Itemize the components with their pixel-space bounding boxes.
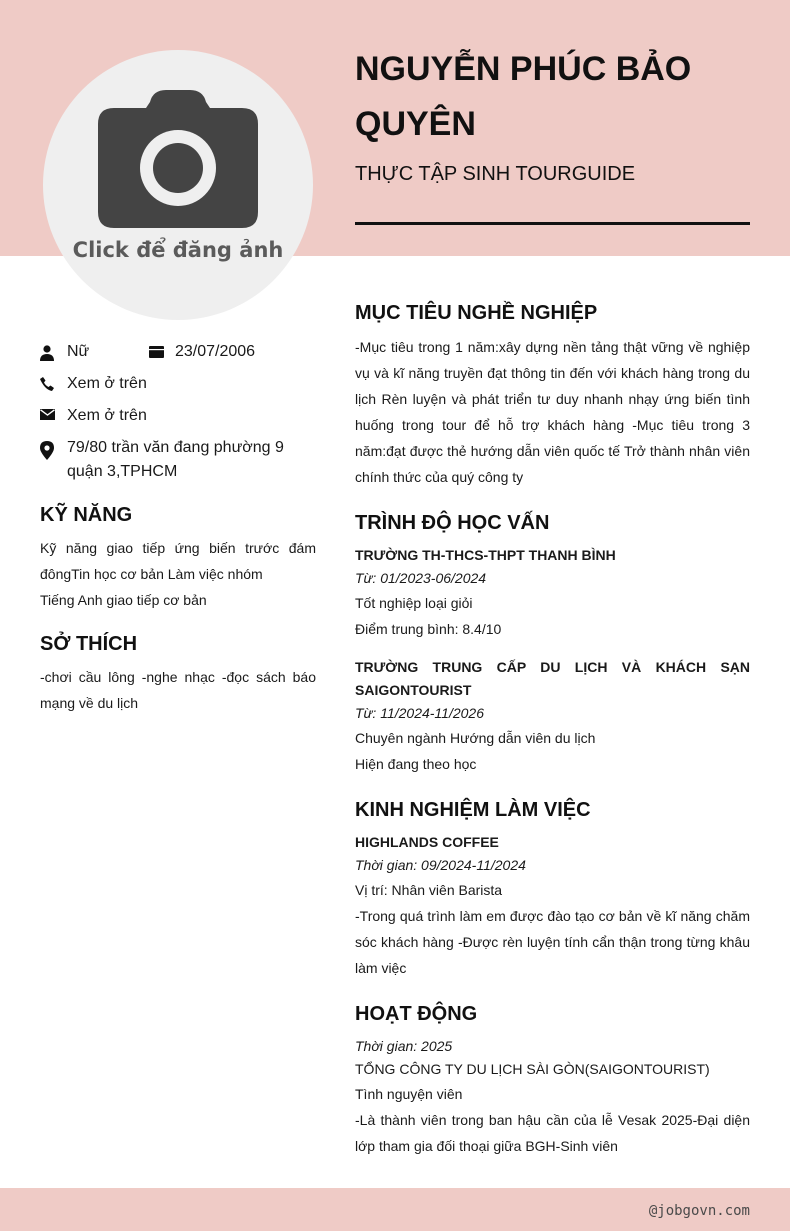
education-item [355, 544, 750, 642]
education-detail: Điểm trung bình: 8.4/10 [355, 621, 502, 637]
photo-caption: Click để đăng ảnh [72, 238, 284, 262]
hobbies-title: SỞ THÍCH [40, 633, 138, 655]
email-icon [40, 404, 67, 420]
calendar-icon [149, 340, 175, 358]
photo-upload[interactable] [43, 50, 313, 320]
phone-icon [40, 372, 67, 391]
experience-date: Thời gian: 09/2024-11/2024 [355, 857, 526, 873]
experience-description: -Trong quá trình làm em được đào tạo cơ bản về kĩ năng chăm sóc khách hàng -Được rèn luyện tính cẩn thận trong từng khâu làm việc [355, 908, 750, 976]
location-pin-icon [40, 436, 67, 460]
school-name: TRƯỜNG TRUNG CẤP DU LỊCH VÀ KHÁCH SẠN SAIGONTOURIST [355, 659, 750, 698]
birthday-value: 23/07/2006 [175, 343, 256, 360]
info-row-gender-birthday [40, 340, 316, 364]
person-icon [40, 340, 67, 361]
left-column [40, 340, 316, 716]
education-date: Từ: 01/2023-06/2024 [355, 570, 487, 586]
activities-title: HOẠT ĐỘNG [355, 1003, 478, 1025]
education-detail: Chuyên ngành Hướng dẫn viên du lịch [355, 730, 596, 746]
info-row-email [40, 404, 316, 428]
right-column [355, 298, 750, 1177]
objective-section [355, 298, 750, 490]
education-detail: Hiện đang theo học [355, 756, 477, 772]
education-detail: Tốt nghiệp loại giỏi [355, 595, 473, 611]
education-title: TRÌNH ĐỘ HỌC VẤN [355, 512, 550, 534]
info-row-address [40, 436, 316, 484]
address-value: 79/80 trần văn đang phường 9 quận 3,TPHCM [67, 439, 284, 480]
skill-line: Tiếng Anh giao tiếp cơ bản [40, 592, 207, 608]
camera-icon [98, 88, 258, 228]
skill-line: Kỹ năng giao tiếp ứng biến trước đám đôngTin học cơ bản Làm việc nhóm [40, 540, 316, 582]
education-section [355, 508, 750, 777]
activity-description: -Là thành viên trong ban hậu cần của lễ Vesak 2025-Đại diện lớp tham gia đối thoại giữa BGH-Sinh viên [355, 1112, 750, 1154]
activities-section [355, 999, 750, 1159]
gender-value: Nữ [67, 343, 90, 360]
education-item [355, 656, 750, 777]
candidate-role: THỰC TẬP SINH TOURGUIDE [355, 163, 636, 185]
experience-position: Vị trí: Nhân viên Barista [355, 882, 503, 898]
experience-section [355, 795, 750, 981]
phone-value: Xem ở trên [67, 375, 147, 392]
skills-title: KỸ NĂNG [40, 504, 133, 526]
footer-watermark: @jobgovn.com [648, 1203, 750, 1219]
school-name: TRƯỜNG TH-THCS-THPT THANH BÌNH [355, 547, 616, 563]
skills-section [40, 504, 316, 613]
candidate-name: NGUYỄN PHÚC BẢO QUYÊN [355, 50, 692, 143]
activity-organization: TỔNG CÔNG TY DU LỊCH SÀI GÒN(SAIGONTOURIST) [355, 1061, 710, 1077]
objective-text: -Mục tiêu trong 1 năm:xây dựng nền tảng thật vững về nghiệp vụ và kĩ năng truyền đạt thông tin đến với khách hàng trong du lịch Rèn luyện và phát triển tư duy nhanh nhạy ứng biến tình huống trong tour để hỗ trợ khách hàng -Mục tiêu trong 3 năm:đạt được thẻ hướng dẫn viên quốc tế Trở thành nhân viên chính thức của quý công ty [355, 339, 750, 485]
objective-title: MỤC TIÊU NGHỀ NGHIỆP [355, 302, 598, 324]
hobbies-section [40, 633, 316, 716]
experience-title: KINH NGHIỆM LÀM VIỆC [355, 799, 591, 821]
header-divider [355, 222, 750, 225]
info-row-phone [40, 372, 316, 396]
activity-role: Tình nguyện viên [355, 1086, 463, 1102]
activity-date: Thời gian: 2025 [355, 1038, 453, 1054]
company-name: HIGHLANDS COFFEE [355, 834, 499, 850]
hobbies-text: -chơi cầu lông -nghe nhạc -đọc sách báo mạng về du lịch [40, 669, 316, 711]
education-date: Từ: 11/2024-11/2026 [355, 705, 485, 721]
email-value: Xem ở trên [67, 407, 147, 424]
